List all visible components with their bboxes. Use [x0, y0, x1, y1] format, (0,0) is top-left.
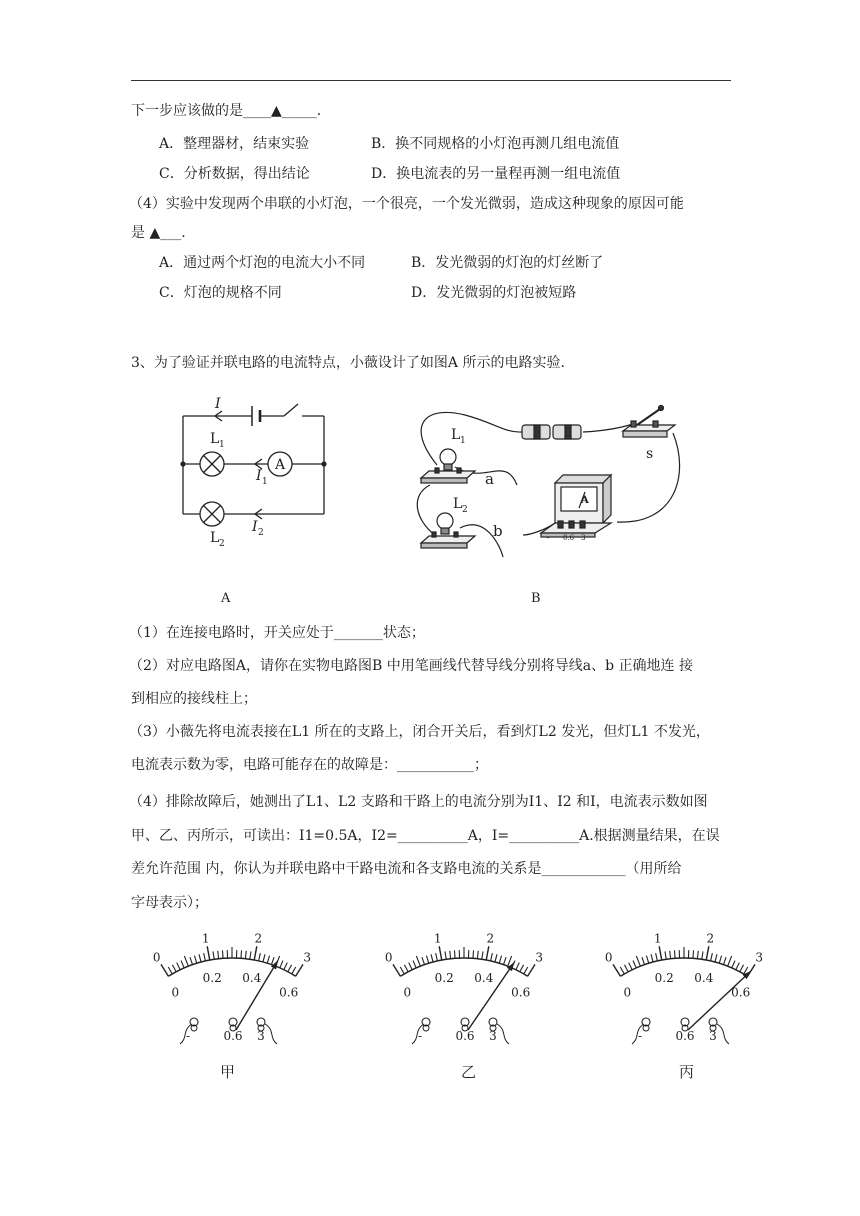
dial-tick — [624, 965, 628, 972]
dial-label-upper: 2 — [486, 931, 495, 946]
dial-tick — [665, 951, 666, 959]
q3-part1: （1）在连接电路时，开关应处于_______状态； — [129, 625, 425, 641]
circuit-diagram-a — [170, 390, 340, 555]
dial-tick — [732, 961, 735, 968]
dial-tick — [613, 964, 620, 976]
dial-tick — [670, 951, 671, 959]
dial-label-upper: 3 — [303, 950, 312, 965]
q3-part3-line2: 电流表示数为零，电路可能存在的故障是：___________； — [131, 757, 488, 773]
ammeter-dial-jia — [140, 926, 325, 1051]
dial-tick — [656, 953, 658, 961]
dial-tick — [431, 954, 433, 962]
dial-tick — [245, 951, 246, 959]
dial-tick — [706, 946, 709, 960]
dial-tick — [450, 951, 451, 959]
ammeter-dial-yi — [372, 926, 557, 1051]
dial-tick — [184, 956, 188, 966]
dial-tick — [736, 963, 739, 970]
dial-tick — [199, 954, 201, 962]
dial-tick — [172, 965, 176, 972]
dial-label-lower: 0 — [623, 985, 632, 1000]
q2-option-d: D．换电流表的另一量程再测一组电流值 — [371, 166, 621, 182]
dial-tick — [296, 964, 303, 976]
dial-tick — [620, 967, 624, 974]
current-i1-subscript: 1 — [262, 477, 268, 487]
dial-tick — [524, 967, 528, 974]
dial-tick — [516, 963, 519, 970]
lamp-l1-subscript: 1 — [219, 440, 225, 450]
lamp-l1-subscript: 1 — [460, 436, 466, 446]
dial-tick — [633, 961, 636, 968]
dial-label-lower: 0.6 — [731, 985, 751, 1000]
q3-intro: 3、为了验证并联电路的电流特点，小薇设计了如图A 所示的电路实验. — [131, 355, 565, 371]
dial-tick — [473, 950, 474, 958]
dial-tick — [674, 950, 675, 958]
terminal-wire — [717, 1024, 729, 1044]
q2-part4-option-b: B．发光微弱的灯泡的灯丝断了 — [411, 255, 604, 271]
dial-label-upper: 0 — [384, 950, 393, 965]
current-i2-label: I — [252, 519, 258, 535]
dial-tick — [280, 961, 283, 968]
terminal-label: - — [185, 1029, 191, 1043]
dial-tick — [711, 953, 713, 961]
dial-label-upper: 1 — [433, 931, 442, 946]
dial-label-lower: 0.6 — [511, 985, 531, 1000]
q2-part4-option-c: C．灯泡的规格不同 — [159, 285, 282, 301]
dial-tick — [715, 954, 717, 962]
dial-tick — [250, 951, 251, 959]
dial-tick — [207, 946, 210, 960]
terminal-label: 0.6 — [675, 1029, 695, 1043]
dial-label-upper: 1 — [653, 931, 662, 946]
dial-tick — [636, 956, 640, 966]
dial-tick — [177, 963, 180, 970]
meter-caption-yi: 乙 — [461, 1063, 477, 1081]
dial-tick — [400, 967, 404, 974]
dial-tick — [528, 964, 535, 976]
terminal-label: 3 — [489, 1029, 497, 1043]
q3-part4-line4: 字母表示）； — [131, 895, 208, 911]
dial-label-lower: 0.6 — [279, 985, 299, 1000]
ammeter-symbol-label: A — [275, 457, 286, 473]
dial-tick — [445, 951, 446, 959]
dial-tick — [454, 950, 455, 958]
dial-tick — [426, 956, 428, 964]
dial-tick — [181, 961, 184, 968]
current-i1-label: I — [256, 468, 262, 484]
ammeter-terminal-minus: - — [547, 534, 550, 542]
dial-tick — [168, 967, 172, 974]
q2-part4-line2: 是 ▲___. — [131, 225, 186, 241]
physical-circuit-b — [405, 395, 695, 560]
dial-tick — [409, 963, 412, 970]
dial-label-lower: 0.2 — [654, 970, 674, 985]
lamp-l2-subscript: 2 — [219, 539, 225, 549]
dial-tick — [642, 957, 645, 965]
terminal-label: 0.6 — [455, 1029, 475, 1043]
current-i-label: I — [215, 396, 221, 412]
dial-label-lower: 0.2 — [434, 970, 454, 985]
dial-label-upper: 2 — [254, 931, 263, 946]
q3-part4-line2: 甲、乙、丙所示，可读出：I1=0.5A，I2=__________A，I=__________A.根据测量结果，在误 — [131, 828, 720, 844]
dial-tick — [254, 946, 257, 960]
ammeter-terminal-06: 0.6 — [563, 534, 575, 542]
lamp-l2-label: L — [453, 496, 463, 512]
dial-tick — [267, 956, 269, 964]
dial-tick — [629, 963, 632, 970]
dial-tick — [495, 954, 497, 962]
dial-label-upper: 3 — [535, 950, 544, 965]
terminal-wire — [497, 1024, 509, 1044]
q2-part4-line1: （4）实验中发现两个串联的小灯泡，一个很亮，一个发光微弱，造成这种现象的原因可能 — [129, 196, 684, 212]
current-i2-subscript: 2 — [258, 528, 264, 538]
dial-tick — [288, 965, 292, 972]
dial-label-upper: 0 — [152, 950, 161, 965]
wire-a-label: a — [485, 470, 494, 488]
terminal-label: - — [417, 1029, 423, 1043]
q3-part2-line2: 到相应的接线柱上； — [131, 691, 257, 707]
dial-tick — [416, 956, 420, 966]
dial-tick — [486, 946, 489, 960]
header-rule — [131, 80, 731, 81]
ammeter-dial-bing — [592, 926, 777, 1051]
dial-tick — [422, 957, 425, 965]
dial-label-lower: 0.4 — [474, 970, 494, 985]
dial-tick — [161, 964, 168, 976]
dial-tick — [271, 957, 274, 965]
q2-option-c: C．分析数据，得出结论 — [159, 166, 310, 182]
dial-tick — [436, 953, 438, 961]
dial-label-upper: 0 — [604, 950, 613, 965]
wire-b-label: b — [493, 522, 503, 540]
dial-tick — [284, 963, 287, 970]
dial-tick — [723, 957, 726, 965]
dial-tick — [218, 951, 219, 959]
q3-part4-line1: （4）排除故障后，她测出了L1、L2 支路和干路上的电流分别为I1、I2 和I，电流表示数如图 — [129, 794, 708, 810]
dial-tick — [482, 951, 483, 959]
dial-label-upper: 2 — [706, 931, 715, 946]
dial-tick — [241, 950, 242, 958]
dial-tick — [222, 950, 223, 958]
dial-tick — [503, 957, 506, 965]
dial-tick — [292, 967, 296, 974]
dial-tick — [404, 965, 408, 972]
dial-tick — [439, 946, 442, 960]
dial-tick — [740, 965, 744, 972]
dial-tick — [646, 956, 648, 964]
q2-option-a: A．整理器材，结束实验 — [159, 136, 310, 152]
q3-part2-line1: （2）对应电路图A，请你在实物电路图B 中用笔画线代替导线分别将导线a、b 正确地连 接 — [129, 658, 693, 674]
figure-b-caption: B — [531, 591, 541, 606]
dial-tick — [491, 953, 493, 961]
dial-label-upper: 1 — [201, 931, 210, 946]
dial-label-lower: 0.4 — [242, 970, 262, 985]
dial-tick — [659, 946, 662, 960]
lamp-l1-label: L — [451, 427, 461, 443]
switch-s-label: s — [646, 446, 654, 462]
terminal-label: - — [637, 1029, 643, 1043]
dial-tick — [719, 956, 721, 964]
lamp-l2-subscript: 2 — [462, 505, 468, 515]
dial-label-lower: 0 — [171, 985, 180, 1000]
dial-tick — [259, 953, 261, 961]
dial-tick — [194, 956, 196, 964]
dial-tick — [204, 953, 206, 961]
terminal-wire — [265, 1024, 277, 1044]
q2-part4-option-d: D．发光微弱的灯泡被短路 — [411, 285, 577, 301]
meter-caption-jia: 甲 — [220, 1063, 236, 1081]
dial-tick — [393, 964, 400, 976]
q2-next-step: 下一步应该做的是____▲_____. — [131, 103, 322, 119]
q2-option-b: B．换不同规格的小灯泡再测几组电流值 — [371, 136, 620, 152]
dial-tick — [702, 951, 703, 959]
ammeter-face-label: A — [581, 495, 589, 506]
ammeter-terminal-3: 3 — [581, 534, 586, 542]
dial-tick — [697, 951, 698, 959]
dial-label-upper: 3 — [755, 950, 764, 965]
figure-a-caption: A — [221, 591, 231, 606]
dial-arc — [620, 958, 747, 976]
q2-part4-option-a: A．通过两个灯泡的电流大小不同 — [159, 255, 366, 271]
dial-label-lower: 0.4 — [694, 970, 714, 985]
dial-label-lower: 0 — [403, 985, 412, 1000]
dial-tick — [263, 954, 265, 962]
dial-tick — [728, 956, 732, 966]
dial-tick — [190, 957, 193, 965]
meter-caption-bing: 丙 — [679, 1063, 695, 1081]
lamp-l1-label: L — [210, 431, 220, 447]
dial-tick — [651, 954, 653, 962]
terminal-label: 0.6 — [223, 1029, 243, 1043]
q3-part4-line3: 差允许范围 内，你认为并联电路中干路电流和各支路电流的关系是____________（用所给 — [131, 861, 682, 877]
terminal-label: 3 — [709, 1029, 717, 1043]
dial-tick — [499, 956, 501, 964]
dial-tick — [520, 965, 524, 972]
lamp-l2-label: L — [210, 530, 220, 546]
dial-label-lower: 0.2 — [202, 970, 222, 985]
q3-part3-line1: （3）小薇先将电流表接在L1 所在的支路上，闭合开关后，看到灯L2 发光，但灯L1 不发光， — [129, 724, 710, 740]
dial-tick — [693, 950, 694, 958]
dial-tick — [213, 951, 214, 959]
terminal-label: 3 — [257, 1029, 265, 1043]
dial-tick — [413, 961, 416, 968]
dial-tick — [477, 951, 478, 959]
